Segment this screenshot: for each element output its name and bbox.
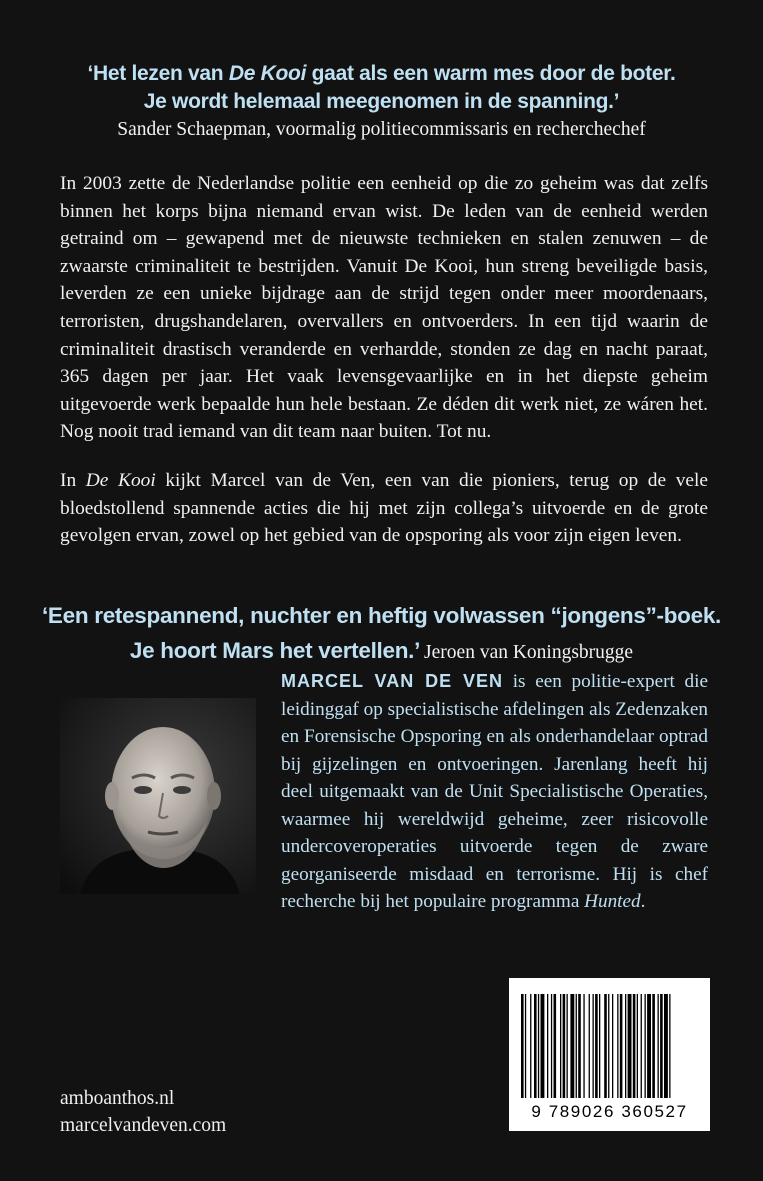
barcode-bar xyxy=(658,994,659,1098)
barcode-bar xyxy=(534,994,537,1098)
author-bio-end: . xyxy=(640,891,646,912)
tv-show-title: Hunted xyxy=(584,891,641,912)
barcode-bar xyxy=(525,994,526,1098)
top-quote-text: gaat als een warm mes door de boter. xyxy=(306,62,676,85)
paragraph-text: In xyxy=(60,470,86,491)
barcode-bar xyxy=(567,994,568,1098)
barcode-bar xyxy=(593,994,594,1098)
barcode-bar xyxy=(599,994,600,1098)
author-bio xyxy=(281,668,708,916)
barcode-bar xyxy=(541,994,545,1098)
barcode-bar xyxy=(547,994,548,1098)
top-quote-text: ‘Het lezen van xyxy=(87,62,229,85)
author-bio-text: is een politie-expert die leidinggaf op specialistische afdelingen als Zedenzaken en Forensische Opsporing en als onderhandelaar optrad bij gijzelingen en ontvoeringen. Jarenlang heeft hij deel uitgemaakt van de Unit Specialistische Operaties, waarmee hij wereldwijd geheime, zeer risicovolle undercoveroperaties uitvoerde tegen de zware georganiseerde misdaad en terrorisme. Hij is chef recherche bij het populaire programma xyxy=(281,671,708,912)
top-quote xyxy=(0,60,763,144)
description-paragraph-2 xyxy=(60,467,708,550)
top-quote-line-2: Je wordt helemaal meegenomen in de spanning.’ xyxy=(143,90,620,113)
barcode-bar xyxy=(570,994,574,1098)
book-title: De Kooi xyxy=(228,62,307,85)
barcode-bar xyxy=(612,994,613,1098)
barcode-bar xyxy=(551,994,552,1098)
barcode-bar xyxy=(628,994,632,1098)
author-link[interactable]: marcelvandeven.com xyxy=(60,1115,227,1136)
barcode-bar xyxy=(576,994,577,1098)
barcode-bar xyxy=(538,994,539,1098)
barcode-bar xyxy=(620,994,623,1098)
barcode-bar xyxy=(669,994,670,1098)
barcode-bar xyxy=(652,994,655,1098)
middle-quote-attribution: Jeroen van Koningsbrugge xyxy=(424,642,634,663)
barcode-bar xyxy=(554,994,557,1098)
barcode-bar xyxy=(589,994,590,1098)
barcode-bar xyxy=(664,994,668,1098)
middle-quote xyxy=(0,600,763,670)
author-name: MARCEL VAN DE VEN xyxy=(281,671,504,691)
barcode-bar xyxy=(530,994,531,1098)
barcode-bar xyxy=(521,994,524,1098)
top-quote-line-1 xyxy=(0,60,763,88)
publisher-link[interactable]: amboanthos.nl xyxy=(60,1088,175,1109)
top-quote-attribution: Sander Schaepman, voormalig politiecommissaris en recherchechef xyxy=(117,119,646,140)
middle-quote-line-1: ‘Een retespannend, nuchter en heftig volwassen “jongens”-boek. xyxy=(41,603,722,628)
barcode xyxy=(509,978,710,1131)
barcode-bar xyxy=(637,994,638,1098)
middle-quote-line-2: Je hoort Mars het vertellen.’ xyxy=(129,638,421,663)
author-photo xyxy=(60,698,256,894)
isbn-number: 9 789026 360527 xyxy=(531,1102,688,1121)
barcode-bar xyxy=(641,994,642,1098)
barcode-bar xyxy=(595,994,598,1098)
barcode-bar xyxy=(578,994,581,1098)
book-title: De Kooi xyxy=(85,470,156,491)
barcode-bar xyxy=(560,994,561,1098)
barcode-bar xyxy=(625,994,626,1098)
website-links xyxy=(60,1085,226,1139)
barcode-bar xyxy=(645,994,646,1098)
barcode-bar xyxy=(608,994,609,1098)
description-paragraph: In 2003 zette de Nederlandse politie een eenheid op die zo geheim was dat zelfs binnen het korps bijna niemand ervan wist. De leden van de eenheid werden getraind om – gewapend met de nieuwste technieken en stalen zenuwen – de zwaarste criminaliteit te bestrijden. Vanuit De Kooi, hun streng beveiligde basis, leverden ze een unieke bijdrage aan de strijd tegen onder meer moordenaars, terroristen, drugshandelaren, overvallers en ontvoerders. In een tijd waarin de criminaliteit drastisch veranderde en verhardde, stonden ze dag en nacht paraat, 365 dagen per jaar. Het vaak levensgevaarlijke en in het diepste geheim uitgevoerde werk bepaalde hun hele bestaan. Ze déden dit werk niet, ze wáren het. Nog nooit trad iemand van dit team naar buiten. Tot nu. xyxy=(60,173,708,443)
barcode-bar xyxy=(633,994,636,1098)
barcode-bar xyxy=(660,994,663,1098)
barcode-bar xyxy=(647,994,651,1098)
paragraph-text: kijkt Marcel van de Ven, een van die pioniers, terug op de vele bloedstollend spannende acties die hij met zijn collega’s uitvoerde en de grote gevolgen ervan, zowel op het gebied van de opsporing als voor zijn eigen leven. xyxy=(60,470,708,547)
barcode-bar xyxy=(604,994,607,1098)
barcode-bar xyxy=(583,994,584,1098)
barcode-bar xyxy=(563,994,566,1098)
barcode-bar xyxy=(617,994,618,1098)
barcode-bars xyxy=(509,978,710,1102)
